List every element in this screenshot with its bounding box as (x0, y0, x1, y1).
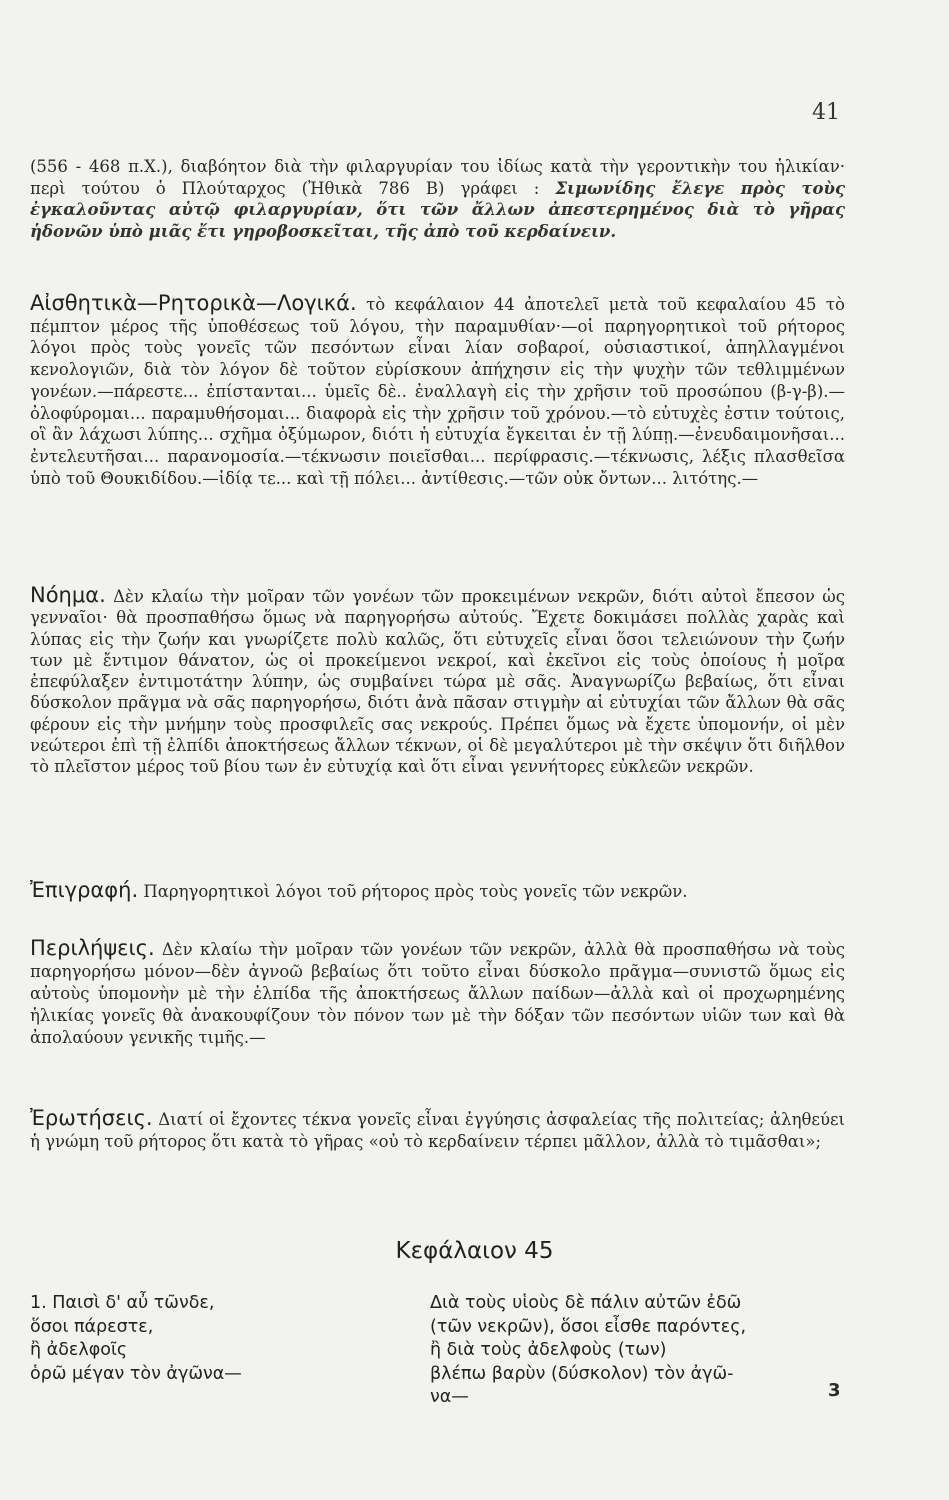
aisthitika-heading: Αἰσθητικὰ—Ρητορικὰ—Λογικά. (30, 291, 357, 315)
verse-original-line: 1. Παισὶ δ' αὖ τῶνδε, (30, 1293, 215, 1313)
verse-translation-line: να— (430, 1387, 469, 1407)
verse-translation (430, 1292, 850, 1410)
intro-text: (556 - 468 π.Χ.), διαβόητον διὰ τὴν φιλαργυρίαν του ἰδίως κατὰ τὴν γεροντικὴν του ἡλικίαν· περὶ τούτου ὁ Πλούταρχος (Ἠθικὰ 786 Β) γράφει : (30, 157, 845, 198)
verse-original-line: ἢ ἀδελφοῖς (30, 1340, 128, 1360)
verse-original-line: ὅσοι πάρεστε, (30, 1316, 154, 1337)
aisthitika-text: τὸ κεφάλαιον 44 ἀποτελεῖ μετὰ τοῦ κεφαλαίου 45 τὸ πέμπτον μέρος τῆς ὑποθέσεως τοῦ λόγου, τὴν παραμυθίαν·—οἱ παρηγορητικοὶ τοῦ ρήτορος λόγοι πρὸς τοὺς γονεῖς τῶν πεσόντων εἶναι λίαν σοβαροί, οὐσιαστικοί, ἀπηλλαγμένοι κενολογιῶν, διὰ τὸν λόγον δὲ τοῦτον εὑρίσκουν ἀπήχησιν εἰς τὴν ψυχὴν τῶν τεθλιμμένων γονέων.—πάρεστε... ἐπίστανται... ὑμεῖς δὲ.. ἐναλλαγὴ εἰς τὴν χρῆσιν τοῦ προσώπου (β-γ-β).—ὀλοφύρομαι... παραμυθήσομαι... διαφορὰ εἰς τὴν χρῆσιν τοῦ χρόνου.—τὸ εὐτυχὲς ἐστιν τούτοις, οἳ ἂν λάχωσι λύπης... σχῆμα ὀξύμωρον, διότι ἡ εὐτυχία ἔγκειται ἐν τῇ λύπῃ.—ἐνευδαιμονῆσαι... ἐντελευτῆσαι... παρανομοσία.—τέκνωσιν ποιεῖσθαι... περίφρασις.—τέκνωσις, λέξις πλασθεῖσα ὑπὸ τοῦ Θουκιδίδου.—ἰδίᾳ τε... καὶ τῇ πόλει... ἀντίθεσις.—τῶν οὐκ ὄντων... λιτότης.— (30, 295, 845, 488)
verse-original-line: ὁρῶ μέγαν τὸν ἀγῶνα— (30, 1363, 242, 1384)
page-number: 41 (812, 100, 840, 125)
erotiseis-text: Διατί οἱ ἔχοντες τέκνα γονεῖς εἶναι ἐγγύησις ἀσφαλείας τῆς πολιτείας; ἀληθεύει ἡ γνώμη τοῦ ρήτορος ὅτι κατὰ τὸ γῆρας «οὐ τὸ κερδαίνειν τέρπει μᾶλλον, ἀλλὰ τὸ τιμᾶσθαι»; (30, 1110, 846, 1151)
perilipseis-text: Δὲν κλαίω τὴν μοῖραν τῶν γονέων τῶν νεκρῶν, ἀλλὰ θὰ προσπαθήσω νὰ τοὺς παρηγορήσω μόνον—δὲν ἀγνοῶ βεβαίως ὅτι τοῦτο εἶναι δύσκολο πρᾶγμα—συνιστῶ ὅμως εἰς αὐτοὺς ὑπομονὴν μὲ τὴν ἐλπίδα τῆς ἀποκτήσεως ἄλλων παίδων—ἀλλὰ καὶ οἱ προχωρημένης ἡλικίας γονεῖς θὰ ἀνακουφίζουν τὸν πόνον των μὲ τὴν δόξαν τῶν πεσόντων υἱῶν των καὶ θὰ ἀπολαύουν γενικῆς τιμῆς.— (30, 940, 845, 1047)
verse-translation-line: ἢ διὰ τοὺς ἀδελφοὺς (των) (430, 1340, 667, 1360)
signature-mark: 3 (828, 1380, 841, 1401)
aisthitika-section (30, 293, 845, 489)
epigrafi-section (30, 880, 845, 903)
perilipseis-heading: Περιλήψεις. (30, 936, 155, 960)
verse-translation-line: βλέπω βαρὺν (δύσκολον) τὸν ἀγῶ- (430, 1363, 734, 1384)
perilipseis-section (30, 937, 845, 1049)
epigrafi-heading: Ἐπιγραφή. (30, 878, 139, 902)
erotiseis-section (30, 1108, 845, 1152)
erotiseis-heading: Ἐρωτήσεις. (30, 1106, 153, 1130)
epigrafi-text: Παρηγορητικοὶ λόγοι τοῦ ρήτορος πρὸς τοὺς γονεῖς τῶν νεκρῶν. (143, 882, 688, 901)
chapter-title: Κεφάλαιον 45 (395, 1238, 554, 1264)
verse-original (30, 1292, 390, 1386)
noima-text: Δὲν κλαίω τὴν μοῖραν τῶν γονέων τῶν προκειμένων νεκρῶν, διότι αὐτοὶ ἔπεσον ὡς γενναῖοι· θὰ προσπαθήσω ὅμως νὰ παρηγορήσω αὐτούς. Ἔχετε δοκιμάσει πολλὰς χαρὰς καὶ λύπας εἰς τὴν ζωήν και γνωρίζετε πολὺ καλῶς, ὅτι εὐτυχεῖς εἶναι ὅσοι τελειώνουν τὴν ζωήν των μὲ ἔντιμον θάνατον, ὡς οἱ προκείμενοι νεκροί, καὶ ἐκεῖνοι εἰς τοὺς ὁποίους ἡ μοῖρα ἐπεφύλαξεν ἐντιμοτάτην λύπην, ὡς συμβαίνει τώρα μὲ σᾶς. Ἀναγνωρίζω βεβαίως, ὅτι εἶναι δύσκολον πρᾶγμα νὰ σᾶς παρηγορήσω, διότι ἀνὰ πᾶσαν στιγμὴν αἱ εὐτυχίαι τῶν ἄλλων θὰ σᾶς φέρουν εἰς τὴν μνήμην τοὺς προσφιλεῖς σας νεκρούς. Πρέπει ὅμως νὰ ἔχετε ὑπομονήν, οἱ μὲν νεώτεροι ἐπὶ τῇ ἐλπίδι ἀποκτήσεως ἄλλων τέκνων, οἱ δὲ μεγαλύτεροι μὲ τὴν σκέψιν ὅτι διῆλθον τὸ πλεῖστον μέρος τοῦ βίου των ἐν εὐτυχίᾳ καὶ ὅτι εἶναι γεννήτορες εὐκλεῶν νεκρῶν. (30, 587, 845, 777)
intro-paragraph (30, 156, 845, 242)
plutarch-quote: Σιμωνίδης ἔλεγε πρὸς τοὺς ἐγκαλοῦντας αὐτῷ φιλαργυρίαν, ὅτι τῶν ἄλλων ἀπεστερημένος διὰ τὸ γῆρας ἡδονῶν ὑπὸ μιᾶς ἔτι γηροβοσκεῖται, τῆς ἀπὸ τοῦ κερδαίνειν. (30, 178, 846, 241)
verse-translation-line: (τῶν νεκρῶν), ὅσοι εἶσθε παρόντες, (430, 1316, 747, 1337)
noima-section (30, 585, 845, 778)
noima-heading: Νόημα. (30, 583, 106, 607)
verse-translation-line: Διὰ τοὺς υἱοὺς δὲ πάλιν αὐτῶν ἐδῶ (430, 1293, 742, 1313)
